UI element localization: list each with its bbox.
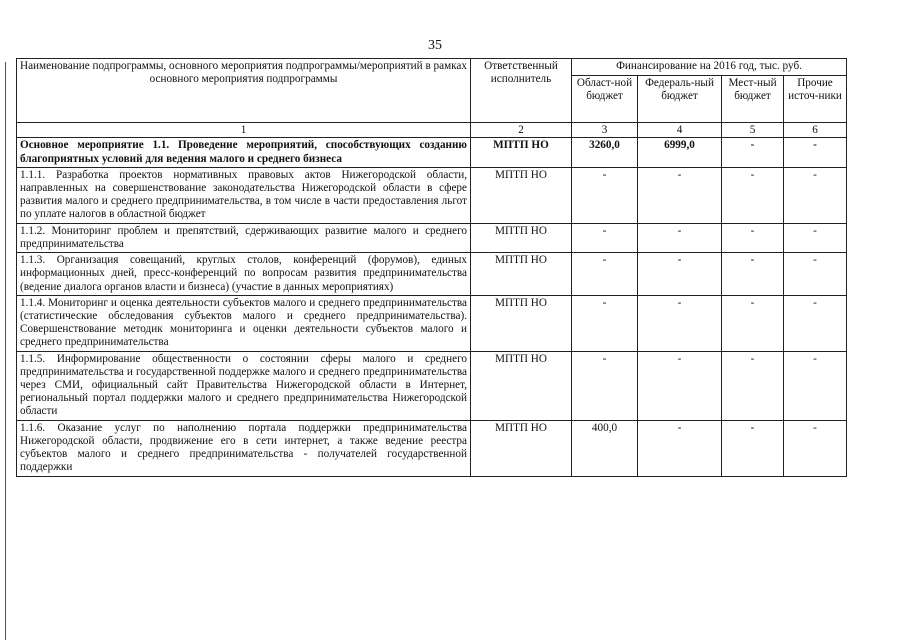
row-executor: МПТП НО xyxy=(471,351,572,420)
column-numbers-row xyxy=(17,123,847,138)
row-other: - xyxy=(784,253,847,296)
column-number: 1 xyxy=(17,123,471,138)
row-local: - xyxy=(722,351,784,420)
row-executor: МПТП НО xyxy=(471,167,572,223)
row-other: - xyxy=(784,223,847,252)
row-name: 1.1.2. Мониторинг проблем и препятствий, сдерживающих развитие малого и среднего предпринимательства xyxy=(17,223,471,252)
row-regional: - xyxy=(572,295,638,351)
row-regional: - xyxy=(572,167,638,223)
row-name: 1.1.4. Мониторинг и оценка деятельности субъектов малого и среднего предпринимательства (статистические обследования субъектов малого и среднего предпринимательства). Совершенствование методик мониторинга и оценки деятельности субъектов малого и среднего предпринимательства xyxy=(17,295,471,351)
row-other: - xyxy=(784,138,847,167)
row-other: - xyxy=(784,420,847,476)
column-number: 6 xyxy=(784,123,847,138)
page-number: 35 xyxy=(428,38,442,53)
row-local: - xyxy=(722,420,784,476)
row-executor: МПТП НО xyxy=(471,295,572,351)
column-number: 4 xyxy=(638,123,722,138)
row-other: - xyxy=(784,351,847,420)
row-name: 1.1.3. Организация совещаний, круглых столов, конференций (форумов), единых информационных дней, пресс-конференций по вопросам развития предпринимательства (ведение диалога органов власти и бизнеса) (участие в данных мероприятиях) xyxy=(17,253,471,296)
row-regional: - xyxy=(572,253,638,296)
header-name-column: Наименование подпрограммы, основного мероприятия подпрограммы/мероприятий в рамках основного мероприятия подпрограммы xyxy=(17,59,471,123)
page-edge-line xyxy=(5,62,6,640)
financing-table xyxy=(16,58,847,477)
row-name: 1.1.5. Информирование общественности о состоянии сферы малого и среднего предпринимательства и государственной поддержке малого и среднего предпринимательства через СМИ, официальный сайт Правительства Нижегородской области в Интернет, региональный портал поддержки малого и среднего предпринимательства Нижегородской области xyxy=(17,351,471,420)
table-row xyxy=(17,167,847,223)
row-local: - xyxy=(722,223,784,252)
row-local: - xyxy=(722,253,784,296)
row-federal: - xyxy=(638,295,722,351)
row-executor: МПТП НО xyxy=(471,223,572,252)
row-local: - xyxy=(722,138,784,167)
column-number: 3 xyxy=(572,123,638,138)
row-name: 1.1.1. Разработка проектов нормативных правовых актов Нижегородской области, направленных на совершенствование законодательства Нижегородской области в сфере развития малого и среднего предпринимательства, в том числе в части предоставления льгот по уплате налогов в областной бюджет xyxy=(17,167,471,223)
column-number: 5 xyxy=(722,123,784,138)
row-federal: 6999,0 xyxy=(638,138,722,167)
row-local: - xyxy=(722,295,784,351)
row-other: - xyxy=(784,167,847,223)
row-executor: МПТП НО xyxy=(471,420,572,476)
row-federal: - xyxy=(638,223,722,252)
header-executor: Ответственный исполнитель xyxy=(471,59,572,123)
row-other: - xyxy=(784,295,847,351)
row-federal: - xyxy=(638,351,722,420)
row-federal: - xyxy=(638,167,722,223)
row-name: 1.1.6. Оказание услуг по наполнению портала поддержки предпринимательства Нижегородской области, продвижение его в сети интернет, а также ведение реестра субъектов малого и среднего предпринимательства - получателей государственной поддержки xyxy=(17,420,471,476)
table-row xyxy=(17,295,847,351)
header-federal-budget: Федераль-ный бюджет xyxy=(638,76,722,123)
column-number: 2 xyxy=(471,123,572,138)
table-row xyxy=(17,223,847,252)
row-federal: - xyxy=(638,420,722,476)
header-local-budget: Мест-ный бюджет xyxy=(722,76,784,123)
table-row xyxy=(17,138,847,167)
header-regional-budget: Област-ной бюджет xyxy=(572,76,638,123)
row-name: Основное мероприятие 1.1. Проведение мероприятий, способствующих созданию благоприятных условий для ведения малого и среднего бизнеса xyxy=(17,138,471,167)
row-regional: 3260,0 xyxy=(572,138,638,167)
row-regional: - xyxy=(572,351,638,420)
row-regional: 400,0 xyxy=(572,420,638,476)
row-federal: - xyxy=(638,253,722,296)
row-local: - xyxy=(722,167,784,223)
table-row xyxy=(17,253,847,296)
row-executor: МПТП НО xyxy=(471,138,572,167)
table-row xyxy=(17,351,847,420)
header-financing: Финансирование на 2016 год, тыс. руб. xyxy=(572,59,847,76)
table-row xyxy=(17,420,847,476)
row-executor: МПТП НО xyxy=(471,253,572,296)
header-other-sources: Прочие источ-ники xyxy=(784,76,847,123)
row-regional: - xyxy=(572,223,638,252)
